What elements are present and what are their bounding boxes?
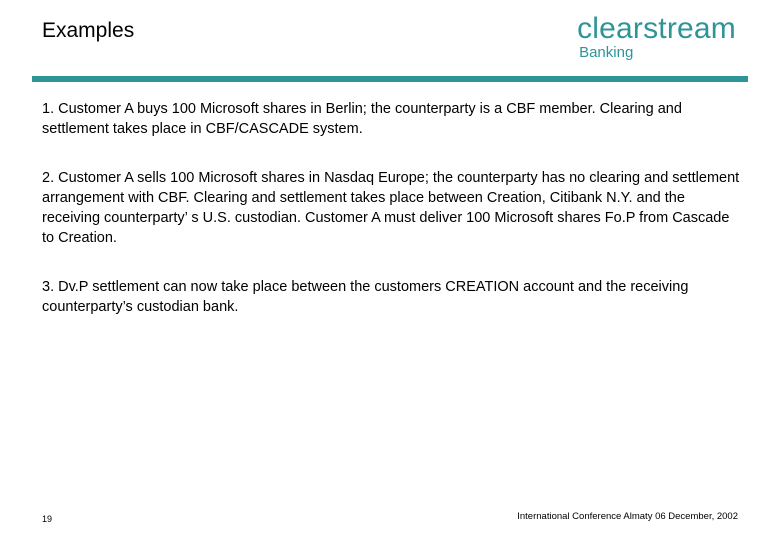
header-rule bbox=[32, 76, 748, 82]
slide-title: Examples bbox=[42, 19, 135, 42]
slide-body bbox=[42, 99, 742, 346]
example-paragraph-2: 2. Customer A sells 100 Microsoft shares in Nasdaq Europe; the counterparty has no clearing and settlement arrangement with CBF. Clearing and settlement takes place between Creation, Citibank N.Y. and the receiving counterparty’ s U.S. custodian. Customer A must deliver 100 Microsoft shares Fo.P from Cascade to Creation. bbox=[42, 170, 740, 246]
logo-subtitle: Banking bbox=[579, 44, 634, 61]
footer-conference: International Conference Almaty 06 December, 2002 bbox=[517, 511, 738, 522]
page-number: 19 bbox=[42, 514, 53, 524]
example-paragraph-3: 3. Dv.P settlement can now take place between the customers CREATION account and the receiving counterparty’s custodian bank. bbox=[42, 279, 689, 315]
logo-wordmark: clearstream bbox=[577, 12, 736, 45]
example-paragraph-1: 1. Customer A buys 100 Microsoft shares in Berlin; the counterparty is a CBF member. Clearing and settlement takes place in CBF/CASCADE system. bbox=[42, 101, 682, 137]
clearstream-logo bbox=[577, 12, 736, 62]
